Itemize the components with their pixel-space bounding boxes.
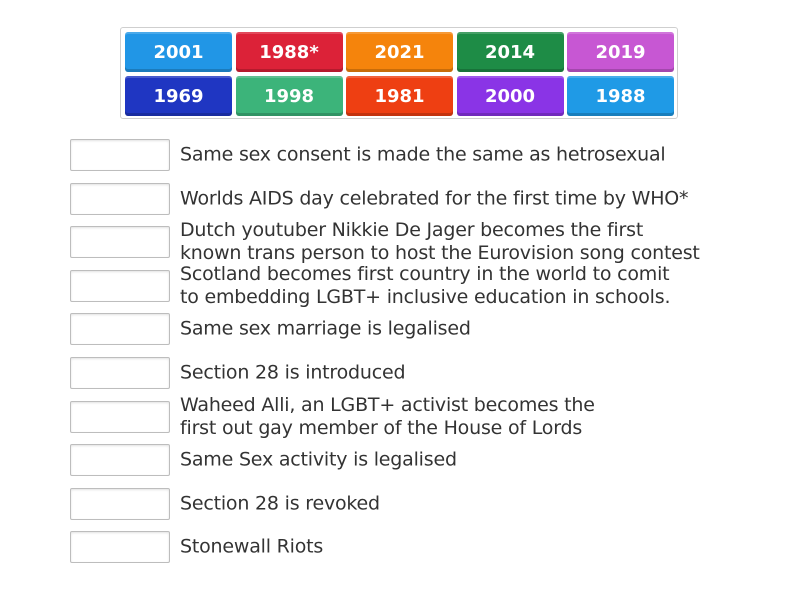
drop-box-9[interactable] <box>70 531 170 563</box>
statement-row <box>70 313 750 345</box>
drop-box-5[interactable] <box>70 357 170 389</box>
statement-line: Section 28 is revoked <box>180 492 380 515</box>
statement-row <box>70 139 750 171</box>
statement-line: Section 28 is introduced <box>180 361 406 384</box>
statement-row <box>70 263 750 308</box>
statement-line: Worlds AIDS day celebrated for the first time by WHO* <box>180 187 689 210</box>
statement-line: Dutch youtuber Nikkie De Jager becomes the first <box>180 219 644 241</box>
statement-line: Same Sex activity is legalised <box>180 448 457 471</box>
statement-row <box>70 444 750 476</box>
statement-row <box>70 219 750 264</box>
statement-line: Same sex consent is made the same as hetrosexual <box>180 143 666 166</box>
answer-tile-3[interactable]: 2014 <box>457 32 564 72</box>
statement-line: Waheed Alli, an LGBT+ activist becomes the <box>180 394 595 416</box>
answer-tile-8[interactable]: 2000 <box>457 76 564 116</box>
drop-box-7[interactable] <box>70 444 170 476</box>
statement-line: Stonewall Riots <box>180 535 324 558</box>
answer-tile-9[interactable]: 1988 <box>567 76 674 116</box>
drop-box-0[interactable] <box>70 139 170 171</box>
statement-row <box>70 531 750 563</box>
answer-tile-4[interactable]: 2019 <box>567 32 674 72</box>
statement-line: Scotland becomes first country in the world to comit <box>180 263 670 285</box>
answer-tile-2[interactable]: 2021 <box>346 32 453 72</box>
statement-row <box>70 357 750 389</box>
statement-text <box>180 536 323 559</box>
statement-row <box>70 394 750 439</box>
statement-line: Same sex marriage is legalised <box>180 317 471 340</box>
answer-tile-5[interactable]: 1969 <box>125 76 232 116</box>
statement-text <box>180 263 670 309</box>
statement-text <box>180 188 688 211</box>
drop-box-8[interactable] <box>70 488 170 520</box>
statement-text <box>180 144 666 167</box>
statement-text <box>180 493 380 516</box>
statement-text <box>180 219 700 265</box>
drop-box-4[interactable] <box>70 313 170 345</box>
answer-tile-0[interactable]: 2001 <box>125 32 232 72</box>
drop-box-6[interactable] <box>70 401 170 433</box>
drop-box-1[interactable] <box>70 183 170 215</box>
statement-text <box>180 362 405 385</box>
statement-text <box>180 318 471 341</box>
statement-line: to embedding LGBT+ inclusive education in schools. <box>180 286 671 308</box>
statement-text <box>180 394 595 440</box>
statement-row <box>70 183 750 215</box>
answer-tile-1[interactable]: 1988* <box>236 32 343 72</box>
statement-row <box>70 488 750 520</box>
statement-text <box>180 449 457 472</box>
drop-box-2[interactable] <box>70 226 170 258</box>
statement-line: first out gay member of the House of Lords <box>180 417 583 439</box>
statement-line: known trans person to host the Eurovision song contest <box>180 242 700 264</box>
answer-tile-7[interactable]: 1981 <box>346 76 453 116</box>
answer-tile-6[interactable]: 1998 <box>236 76 343 116</box>
drop-box-3[interactable] <box>70 270 170 302</box>
